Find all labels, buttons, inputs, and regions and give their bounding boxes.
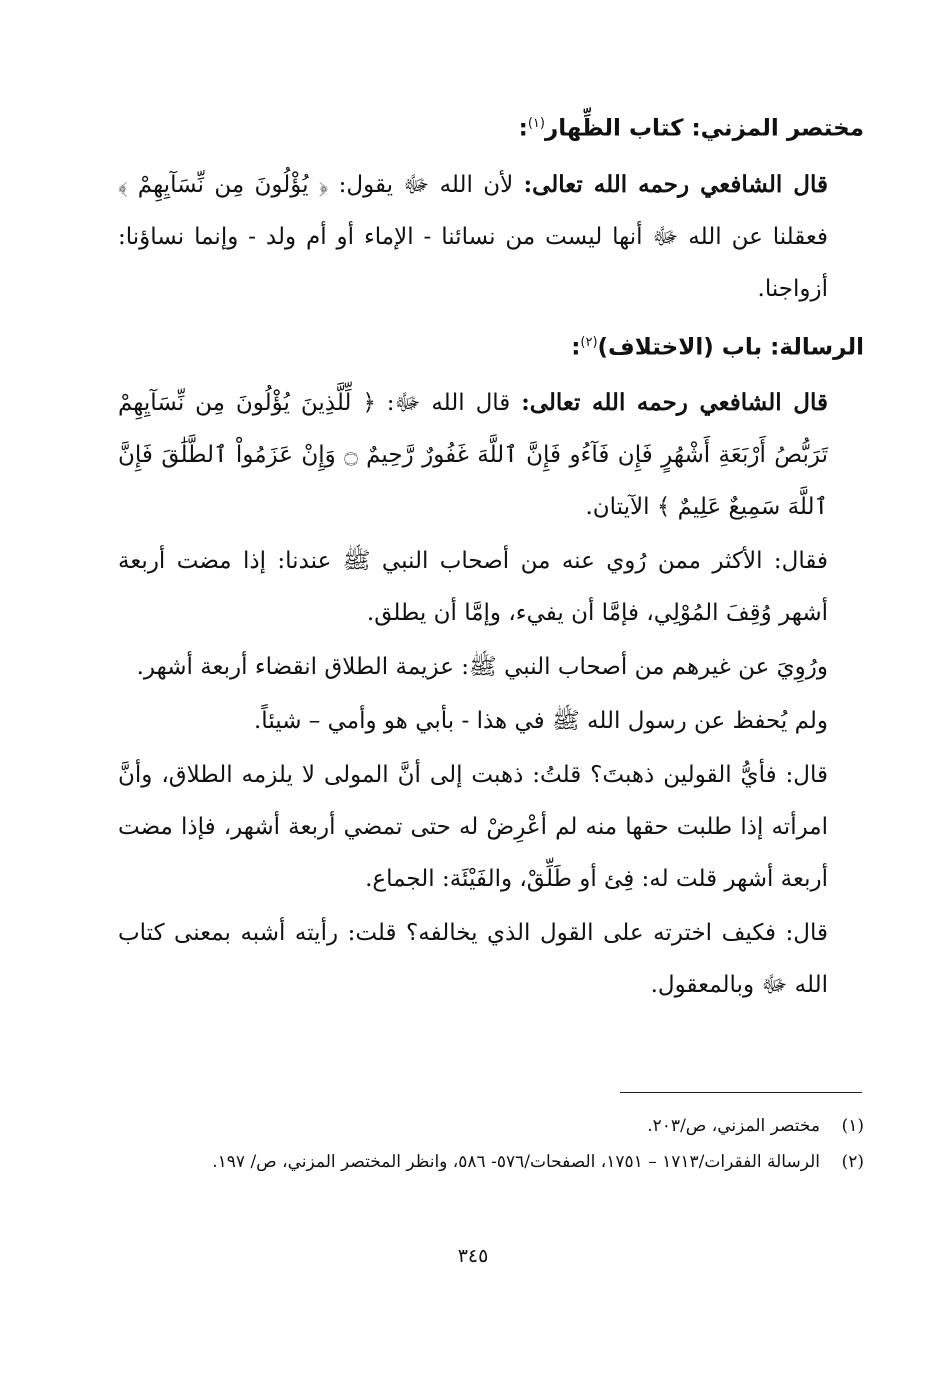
heading-text: الرسالة: باب (الاختلاف) <box>597 334 864 361</box>
section-heading-zihar <box>118 104 864 149</box>
heading-colon: : <box>571 334 581 361</box>
section-heading-risala <box>118 323 864 368</box>
quran-quote: قال الله ﷻ: ﴿ لِّلَّذِينَ يُؤْلُونَ مِن نِّسَآيِهِمْ تَرَبُّصُ أَرْبَعَةِ أَشْهُرٍ فَإِن فَآءُو فَإِنَّ ٱللَّهَ غَفُورٌ رَّحِيمٌ ۝ وَإِنْ عَزَمُواْ ٱلطَّلَٰقَ فَإِنَّ ٱللَّهَ سَمِيعٌ عَلِيمٌ ﴾ الآيتان. <box>118 390 828 521</box>
footnote <box>118 1108 864 1144</box>
paragraph <box>118 159 864 315</box>
page-number: ٣٤٥ <box>457 1245 489 1267</box>
footnote-ref: (١) <box>527 116 545 131</box>
footnote-text: الرسالة الفقرات/١٧١٣ – ١٧٥١، الصفحات/٥٧٦- ٥٨٦، وانظر المختصر المزني، ص/ ١٩٧. <box>212 1152 820 1172</box>
footnote-divider <box>620 1092 862 1093</box>
paragraph: ورُوِيَ عن غيرهم من أصحاب النبي ﷺ: عزيمة الطلاق انقضاء أربعة أشهر. <box>136 654 828 681</box>
paragraph <box>118 377 864 533</box>
speaker-lead: قال الشافعي رحمه الله تعالى: <box>521 389 828 417</box>
paragraph-text: لأن الله ﷻ يقول: ﴿ يُؤْلُونَ مِن نِّسَآيِهِمْ ﴾ فعقلنا عن الله ﷻ أنها ليست من نسائنا - الإماء أو أم ولد - وإنما نساؤنا: أزواجنا. <box>118 171 829 302</box>
paragraph: قال: فأيُّ القولين ذهبتَ؟ قلتُ: ذهبت إلى أنَّ المولى لا يلزمه الطلاق، وأنَّ امرأته إذا طلبت حقها منه لم أعْرِضْ له حتى تمضي أربعة أشهر، فإذا مضت أربعة أشهر قلت له: فِئ أو طَلِّقْ، والفَيْئَة: الجماع. <box>118 762 828 893</box>
paragraph: ولم يُحفظ عن رسول الله ﷺ في هذا - بأبي هو وأمي – شيئاً. <box>254 708 828 735</box>
paragraph: قال: فكيف اخترته على القول الذي يخالفه؟ قلت: رأيته أشبه بمعنى كتاب الله ﷻ وبالمعقول. <box>118 920 828 999</box>
footnote <box>118 1144 864 1180</box>
footnotes <box>118 1108 864 1180</box>
speaker-lead: قال الشافعي رحمه الله تعالى: <box>523 170 829 198</box>
footnote-text: مختصر المزني، ص/٢٠٣. <box>647 1116 820 1136</box>
footnote-ref: (٢) <box>580 334 598 350</box>
footnote-number: (٢) <box>841 1152 864 1172</box>
heading-text: مختصر المزني: كتاب الظِّهار <box>544 115 864 142</box>
footnote-number: (١) <box>841 1116 864 1136</box>
paragraph: فقال: الأكثر ممن رُوي عنه من أصحاب النبي ﷺ عندنا: إذا مضت أربعة أشهر وُقِفَ المُوْلِي، فإمَّا أن يفيء، وإمَّا أن يطلق. <box>118 548 828 627</box>
heading-colon: : <box>518 115 528 142</box>
page-body <box>118 96 864 1013</box>
